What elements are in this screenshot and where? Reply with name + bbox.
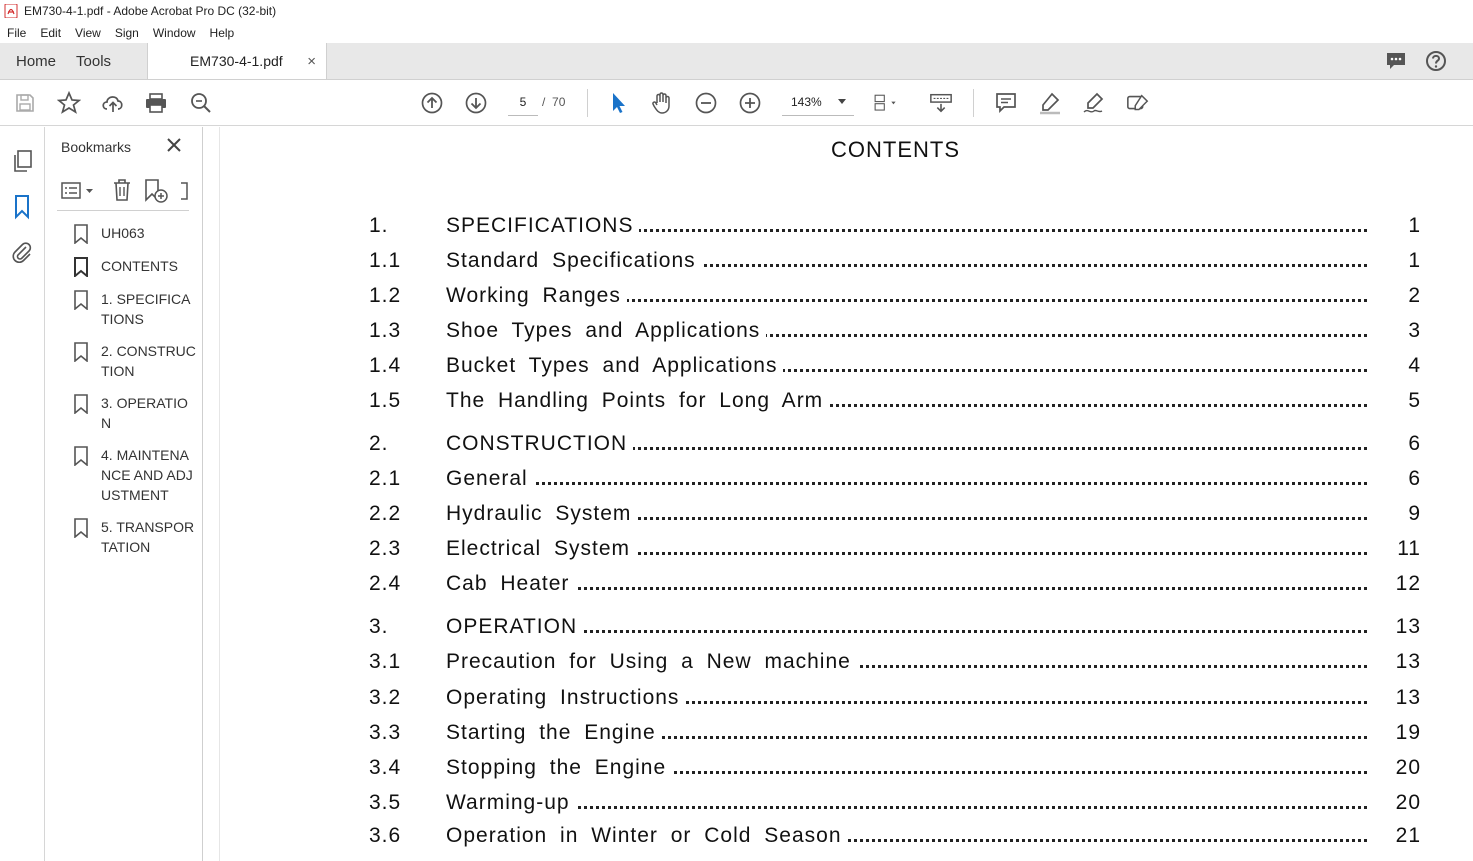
window-title: EM730-4-1.pdf - Adobe Acrobat Pro DC (32-bit) <box>24 4 277 18</box>
toc-section-title: Working Ranges <box>446 284 627 308</box>
toc-page-number: 6 <box>1408 467 1421 490</box>
toc-row[interactable] <box>369 354 1429 384</box>
bookmark-item[interactable] <box>73 223 203 244</box>
page-count <box>542 95 565 109</box>
tab-document-label: EM730-4-1.pdf <box>190 53 283 69</box>
toc-section-title: The Handling Points for Long Arm <box>446 389 829 413</box>
toc-page-number: 13 <box>1395 615 1421 638</box>
toc-section-title: Operation in Winter or Cold Season <box>446 824 848 848</box>
toc-row[interactable] <box>369 537 1429 567</box>
toc-row[interactable] <box>369 284 1429 314</box>
bookmark-item[interactable] <box>73 256 203 277</box>
search-zoom-icon[interactable] <box>189 91 213 115</box>
toc-row[interactable] <box>369 572 1429 602</box>
toc-row[interactable] <box>369 467 1429 497</box>
toc-section-title: CONSTRUCTION <box>446 432 633 456</box>
toc-row[interactable] <box>369 432 1429 462</box>
bookmark-label: 4. MAINTENANCE AND ADJUSTMENT <box>101 447 193 503</box>
upload-cloud-icon[interactable] <box>101 91 125 115</box>
toc-page-number: 13 <box>1395 650 1421 673</box>
menu-sign[interactable]: Sign <box>114 25 139 40</box>
toc-section-number: 3.6 <box>369 824 402 847</box>
bookmark-label: 2. CONSTRUCTION <box>101 343 196 379</box>
toc-page-number: 3 <box>1408 319 1421 342</box>
menu-file[interactable]: File <box>7 25 27 40</box>
toc-section-number: 2. <box>369 432 389 455</box>
toc-section-number: 1. <box>369 214 389 237</box>
toc-section-title: Bucket Types and Applications <box>446 354 783 378</box>
toc-section-title: OPERATION <box>446 615 583 639</box>
toc-page-number: 11 <box>1397 537 1421 560</box>
chevron-down-icon <box>838 99 846 104</box>
toc-row[interactable] <box>369 249 1429 279</box>
new-bookmark-icon[interactable] <box>143 178 169 204</box>
acrobat-icon <box>4 4 18 18</box>
toolbar-divider <box>973 89 974 117</box>
page-thumbnails-icon[interactable] <box>12 149 34 178</box>
toc-section-number: 3.2 <box>369 686 402 709</box>
save-icon[interactable] <box>13 91 37 115</box>
toc-page-number: 1 <box>1408 214 1421 237</box>
edit-form-icon[interactable] <box>1126 91 1150 115</box>
toc-dot-leader <box>489 481 1367 485</box>
zoom-in-icon[interactable] <box>738 91 762 115</box>
toc-section-number: 1.1 <box>369 249 402 272</box>
toc-section-title: General <box>446 467 534 491</box>
tab-bar <box>0 43 1473 80</box>
title-bar <box>0 0 1473 22</box>
toc-section-title: Stopping the Engine <box>446 756 672 780</box>
bookmarks-panel-icon[interactable] <box>13 194 31 225</box>
toc-section-number: 2.3 <box>369 537 402 560</box>
toc-row[interactable] <box>369 389 1429 419</box>
toc-section-number: 1.5 <box>369 389 402 412</box>
bookmark-label: CONTENTS <box>101 258 178 274</box>
draw-sign-icon[interactable] <box>1082 91 1106 115</box>
next-page-icon[interactable] <box>464 91 488 115</box>
bookmark-label: UH063 <box>101 225 145 241</box>
toc-section-number: 2.2 <box>369 502 402 525</box>
star-icon[interactable] <box>57 91 81 115</box>
page-number-input[interactable]: 5 <box>508 88 538 116</box>
expand-bookmark-icon[interactable] <box>179 181 189 201</box>
page-separator: / <box>542 95 546 109</box>
toc-section-number: 3. <box>369 615 389 638</box>
bookmark-item[interactable] <box>73 445 203 505</box>
menu-window[interactable]: Window <box>152 25 196 40</box>
toc-section-title: Warming-up <box>446 791 576 815</box>
bookmark-icon <box>73 446 89 466</box>
close-icon[interactable] <box>165 136 183 154</box>
toc-row[interactable] <box>369 824 1429 854</box>
toc-page-number: 20 <box>1395 791 1421 814</box>
toc-section-number: 2.1 <box>369 467 402 490</box>
toc-section-title: SPECIFICATIONS <box>446 214 639 238</box>
previous-page-icon[interactable] <box>420 91 444 115</box>
main-toolbar <box>0 80 1473 126</box>
toc-page-number: 20 <box>1395 756 1421 779</box>
menu-help[interactable]: Help <box>209 25 235 40</box>
bookmark-icon <box>73 394 89 414</box>
bookmark-list <box>73 223 203 569</box>
bookmarks-panel <box>45 127 203 861</box>
toc-section-title: Shoe Types and Applications <box>446 319 766 343</box>
attachments-icon[interactable] <box>11 240 33 269</box>
bookmark-item[interactable] <box>73 517 203 557</box>
navigation-rail <box>0 127 45 861</box>
bookmark-options-icon[interactable] <box>61 181 97 201</box>
keyboard-scroll-icon[interactable] <box>929 91 953 115</box>
toc-section-number: 1.2 <box>369 284 402 307</box>
toc-row[interactable] <box>369 650 1429 680</box>
toc-page-number: 5 <box>1408 389 1421 412</box>
toc-row[interactable] <box>369 791 1429 821</box>
select-cursor-icon[interactable] <box>606 91 630 115</box>
toc-section-title: Starting the Engine <box>446 721 662 745</box>
toc-page-number: 21 <box>1395 824 1421 847</box>
toc-section-number: 3.3 <box>369 721 402 744</box>
add-comment-icon[interactable] <box>994 91 1018 115</box>
toc-row[interactable] <box>369 615 1429 645</box>
hand-tool-icon[interactable] <box>650 91 674 115</box>
toc-dot-leader <box>489 629 1367 633</box>
tab-document[interactable] <box>147 43 327 79</box>
bookmark-label: 3. OPERATION <box>101 395 188 431</box>
toc-page-number: 6 <box>1408 432 1421 455</box>
toc-section-number: 1.4 <box>369 354 402 377</box>
page-edge <box>219 127 220 861</box>
toc-section-number: 3.4 <box>369 756 402 779</box>
page-display-icon[interactable] <box>873 91 897 115</box>
zoom-level-value: 143% <box>791 94 822 109</box>
bookmark-item[interactable] <box>73 289 203 329</box>
toc-dot-leader <box>489 805 1367 809</box>
bookmark-icon <box>73 257 89 277</box>
toc-section-number: 3.1 <box>369 650 402 673</box>
bookmarks-toolbar <box>57 175 189 211</box>
toc-section-title: Electrical System <box>446 537 636 561</box>
toc-page-number: 9 <box>1408 502 1421 525</box>
bookmark-label: 5. TRANSPORTATION <box>101 519 195 555</box>
menu-view[interactable]: View <box>75 25 101 40</box>
toc-dot-leader <box>489 586 1367 590</box>
toc-page-number: 19 <box>1395 721 1421 744</box>
bookmark-item[interactable] <box>73 341 203 381</box>
tab-home[interactable]: Home <box>16 52 57 70</box>
bookmark-icon <box>73 224 89 244</box>
toc-section-title: Operating Instructions <box>446 686 685 710</box>
bookmarks-header: Bookmarks <box>61 139 132 155</box>
toc-row[interactable] <box>369 214 1429 244</box>
zoom-out-icon[interactable] <box>694 91 718 115</box>
bookmark-icon <box>73 342 89 362</box>
toc-row[interactable] <box>369 721 1429 751</box>
menu-bar <box>0 22 1473 43</box>
tab-close-button[interactable]: × <box>307 52 317 70</box>
toc-row[interactable] <box>369 502 1429 532</box>
toc-page-number: 2 <box>1408 284 1421 307</box>
page-total: 70 <box>552 95 566 109</box>
toc-row[interactable] <box>369 319 1429 349</box>
toc-section-number: 1.3 <box>369 319 402 342</box>
comment-bubble-icon[interactable] <box>1385 51 1407 71</box>
bookmark-icon <box>73 290 89 310</box>
toc-section-title: Standard Specifications <box>446 249 702 273</box>
toc-row[interactable] <box>369 686 1429 716</box>
toc-section-title: Precaution for Using a New machine <box>446 650 857 674</box>
menu-edit[interactable]: Edit <box>40 25 62 40</box>
toolbar-divider <box>587 89 588 117</box>
toc-page-number: 4 <box>1408 354 1421 377</box>
toc-row[interactable] <box>369 756 1429 786</box>
help-icon[interactable] <box>1425 50 1447 72</box>
toc-page-number: 12 <box>1395 572 1421 595</box>
highlight-pen-icon[interactable] <box>1038 91 1062 115</box>
delete-bookmark-icon[interactable] <box>111 178 133 202</box>
tab-tools[interactable]: Tools <box>76 52 112 70</box>
document-heading: CONTENTS <box>831 137 960 162</box>
toc-section-title: Hydraulic System <box>446 502 637 526</box>
zoom-level-select[interactable] <box>782 88 854 116</box>
bookmark-label: 1. SPECIFICATIONS <box>101 291 191 327</box>
toc-section-title: Cab Heater <box>446 572 575 596</box>
toc-section-number: 3.5 <box>369 791 402 814</box>
bookmark-item[interactable] <box>73 393 203 433</box>
toc-page-number: 13 <box>1395 686 1421 709</box>
print-icon[interactable] <box>144 91 168 115</box>
toc-page-number: 1 <box>1408 249 1421 272</box>
bookmark-icon <box>73 518 89 538</box>
toc-section-number: 2.4 <box>369 572 402 595</box>
